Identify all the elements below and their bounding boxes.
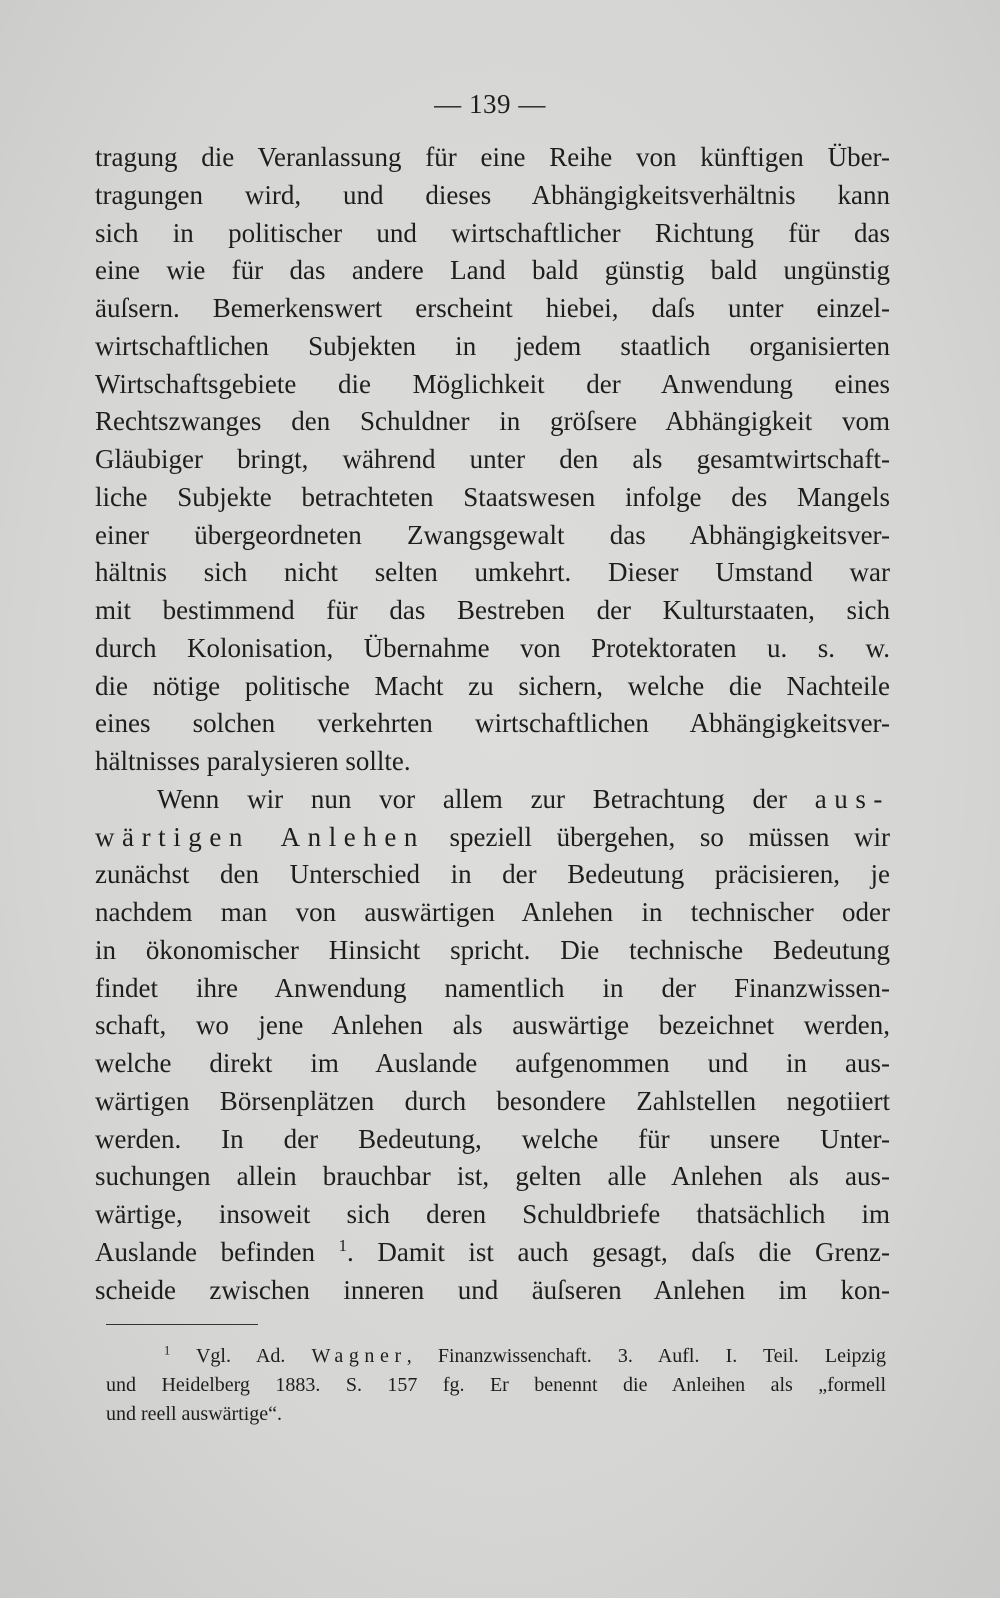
body-line (95, 668, 890, 706)
body-line (95, 1083, 890, 1121)
text-segment: welche direkt im Auslande aufgenommen und in aus- (95, 1048, 890, 1078)
text-segment: tragungen wird, und dieses Abhängigkeitsverhältnis kann (95, 179, 890, 210)
body-line (95, 441, 890, 479)
text-segment: einer übergeordneten Zwangsgewalt das Abhängigkeitsver- (95, 519, 890, 550)
body-line (95, 1045, 890, 1083)
text-segment: Wirtschaftsgebiete die Möglichkeit der Anwendung eines (95, 368, 890, 399)
body-line (95, 630, 890, 668)
text-segment: wirtschaftlichen Subjekten in jedem staatlich organisierten (95, 330, 890, 361)
body-line (95, 705, 890, 743)
text-segment: zunächst den Unterschied in der Bedeutung präcisieren, je (95, 859, 890, 890)
text-segment: und reell auswärtige“. (106, 1403, 283, 1425)
text-segment: sich in politischer und wirtschaftlicher Richtung für das (95, 217, 890, 248)
text-segment: Rechtszwanges den Schuldner in gröſsere Abhängigkeit vom (95, 406, 890, 437)
body-line (95, 970, 890, 1008)
footnote-block (106, 1342, 886, 1429)
body-line (95, 1272, 890, 1310)
text-segment: tragung die Veranlassung für eine Reihe von künftigen Über- (95, 142, 890, 172)
footnote-marker: 1 (338, 1235, 347, 1255)
footnote-marker: 1 (164, 1343, 171, 1358)
page-number-header: — 139 — (434, 89, 546, 119)
text-segment: Wenn wir nun vor allem zur Betrachtung der (157, 783, 815, 814)
text-segment: äuſsern. Bemerkenswert erscheint hiebei, daſs unter einzel- (95, 293, 890, 323)
main-text-block (95, 139, 890, 1309)
body-line (95, 215, 890, 253)
body-line (95, 592, 890, 630)
body-line (95, 856, 890, 894)
text-segment: die nötige politische Macht zu sichern, welche die Nachteile (95, 670, 890, 701)
text-segment: schaft, wo jene Anlehen als auswärtige bezeichnet werden, (95, 1010, 890, 1041)
text-segment: Gläubiger bringt, während unter den als gesamtwirtschaft- (95, 444, 890, 474)
body-line (95, 252, 890, 290)
letterspaced-text: wärtigen Anlehen (95, 821, 425, 852)
text-segment: mit bestimmend für das Bestreben der Kulturstaaten, sich (95, 595, 890, 625)
body-line (95, 366, 890, 404)
footnote-line (106, 1371, 886, 1400)
body-line (95, 894, 890, 932)
body-line (95, 554, 890, 592)
text-segment: und Heidelberg 1883. S. 157 fg. Er benennt die Anleihen als „formell (106, 1374, 886, 1396)
body-line (95, 932, 890, 970)
letterspaced-text: Wagner (311, 1345, 407, 1367)
text-segment: speziell übergehen, so müssen wir (424, 821, 890, 852)
text-segment: liche Subjekte betrachteten Staatswesen infolge des Mangels (95, 481, 890, 512)
body-line (95, 781, 890, 819)
footnote-divider (106, 1324, 258, 1325)
text-segment: durch Kolonisation, Übernahme von Protektoraten u. s. w. (95, 632, 890, 663)
text-segment: findet ihre Anwendung namentlich in der Finanzwissen- (95, 972, 890, 1003)
body-line (95, 479, 890, 517)
body-line (95, 139, 890, 177)
body-line (95, 819, 890, 857)
text-segment: hältnisses paralysieren sollte. (95, 746, 411, 776)
text-segment: Auslande befinden (95, 1236, 339, 1267)
text-segment: nachdem man von auswärtigen Anlehen in technischer oder (95, 897, 890, 927)
letterspaced-text: aus- (814, 783, 890, 814)
body-line (95, 290, 890, 328)
text-segment: suchungen allein brauchbar ist, gelten alle Anlehen als aus- (95, 1161, 890, 1192)
body-line (95, 1121, 890, 1159)
body-line (95, 403, 890, 441)
text-segment: in ökonomischer Hinsicht spricht. Die technische Bedeutung (95, 934, 890, 965)
footnote-line (106, 1400, 886, 1429)
body-line (95, 177, 890, 215)
text-segment: wärtige, insoweit sich deren Schuldbriefe thatsächlich im (95, 1199, 890, 1229)
body-line (95, 1158, 890, 1196)
body-line (95, 1007, 890, 1045)
body-line (95, 517, 890, 555)
text-segment: . Damit ist auch gesagt, daſs die Grenz- (347, 1236, 890, 1267)
text-segment: hältnis sich nicht selten umkehrt. Dieser Umstand war (95, 557, 890, 588)
body-line (95, 328, 890, 366)
body-line (95, 1234, 890, 1272)
text-segment: Vgl. Ad. (170, 1345, 312, 1367)
text-segment: scheide zwischen inneren und äuſseren Anlehen im kon- (95, 1274, 890, 1305)
text-segment: eine wie für das andere Land bald günstig bald ungünstig (95, 255, 890, 286)
text-segment: eines solchen verkehrten wirtschaftlichen Abhängigkeitsver- (95, 708, 890, 739)
text-segment: wärtigen Börsenplätzen durch besondere Zahlstellen negotiiert (95, 1085, 890, 1116)
text-segment: werden. In der Bedeutung, welche für unsere Unter- (95, 1123, 890, 1154)
body-line (95, 743, 890, 781)
footnote-line (106, 1342, 886, 1371)
text-segment: , Finanzwissenchaft. 3. Aufl. I. Teil. Leipzig (406, 1345, 886, 1367)
body-line (95, 1196, 890, 1234)
